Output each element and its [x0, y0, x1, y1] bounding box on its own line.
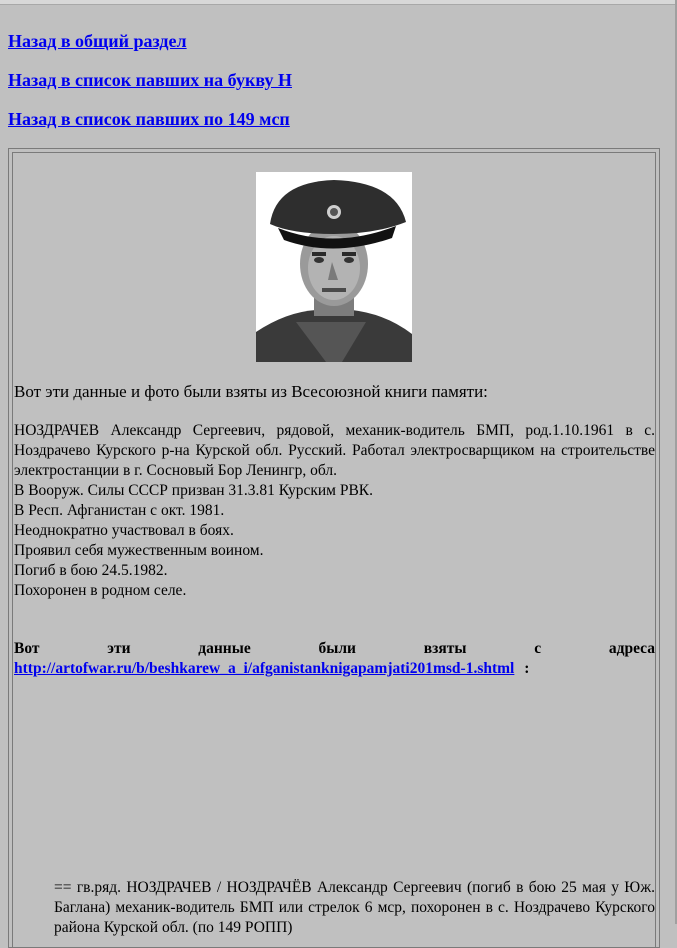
address-word: были — [318, 640, 356, 657]
bio-line-courage: Проявил себя мужественным воином. — [14, 542, 264, 559]
bio-line-burial: Похоронен в родном селе. — [14, 582, 187, 599]
bio-line-battles: Неоднократно участвовал в боях. — [14, 522, 234, 539]
additional-info-text: == гв.ряд. НОЗДРАЧЕВ / НОЗДРАЧЁВ Александр Сергеевич (погиб в бою 25 мая у Юж. Баглана) механик-водитель БМП или стрелок 6 мср, похоронен в с. Ноздрачево Курского района Курской обл. (по 149 РОПП) — [54, 879, 655, 936]
soldier-portrait-photo — [256, 172, 412, 362]
address-intro-row — [14, 639, 655, 659]
bio-line-afghanistan: В Респ. Афганистан с окт. 1981. — [14, 502, 225, 519]
source-address-block — [14, 639, 655, 679]
biography-paragraph: НОЗДРАЧЕВ Александр Сергеевич, рядовой, механик-водитель БМП, род.1.10.1961 в с. Ноздрачево Курского р-на Курской обл. Русский. Работал электросварщиком на строительстве электростанции в г. Сосновый Бор Ленингр, обл. — [14, 422, 655, 479]
biography-block — [14, 421, 655, 601]
address-word: с — [534, 640, 542, 657]
address-word: данные — [198, 640, 251, 657]
bio-line-conscription: В Вооруж. Силы СССР призван 31.3.81 Курским РВК. — [14, 482, 374, 499]
bio-line-death: Погиб в бою 24.5.1982. — [14, 562, 168, 579]
address-url-row — [14, 659, 655, 679]
address-word: эти — [107, 640, 131, 657]
address-word: Вот — [14, 640, 40, 657]
back-to-general-link[interactable]: Назад в общий раздел — [8, 31, 187, 51]
back-to-regiment-list-link[interactable]: Назад в список павших по 149 мсп — [8, 109, 290, 129]
address-colon: : — [524, 660, 530, 677]
address-word: адреса — [608, 640, 655, 657]
top-border — [0, 0, 677, 5]
back-to-letter-list-link[interactable]: Назад в список павших на букву Н — [8, 70, 292, 90]
source-url-link[interactable]: http://artofwar.ru/b/beshkarew_a_i/afganistanknigapamjati201msd-1.shtml — [14, 660, 515, 677]
source-intro-text: Вот эти данные и фото были взяты из Всесоюзной книги памяти: — [14, 382, 488, 401]
address-word: взяты — [423, 640, 467, 657]
